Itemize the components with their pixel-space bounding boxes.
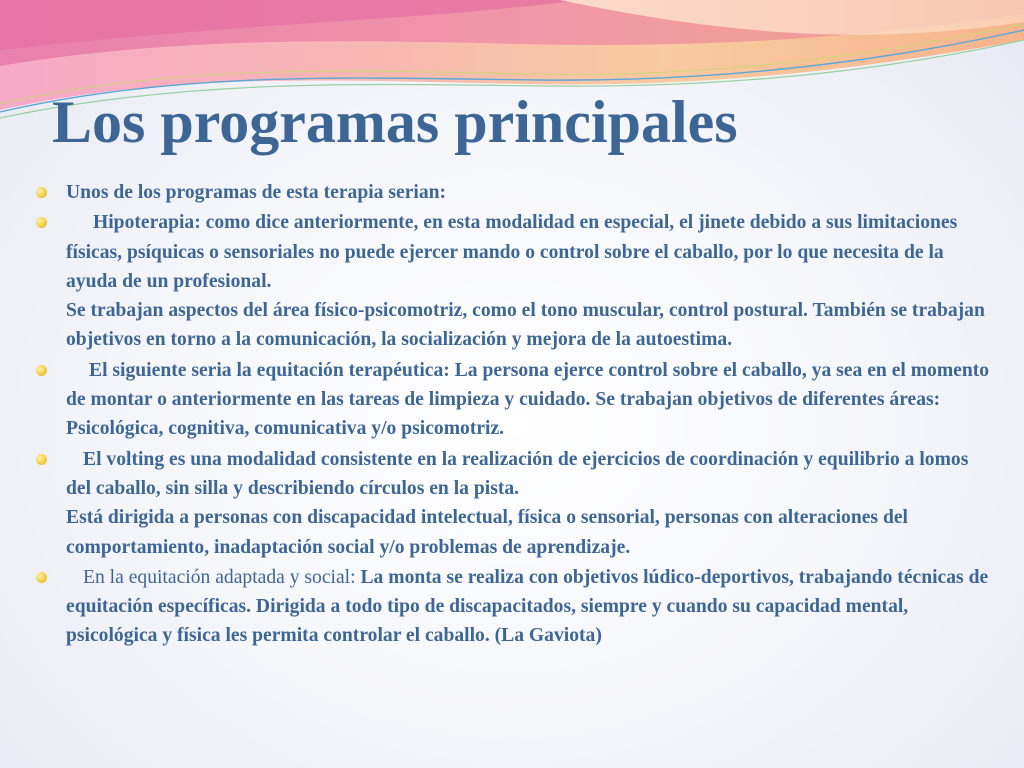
- bullet-text-continued: Está dirigida a personas con discapacidad intelectual, física o sensorial, personas con alteraciones del comportamiento, inadaptación social y/o problemas de aprendizaje.: [66, 507, 908, 558]
- bullet-text: El siguiente seria la equitación terapéutica: La persona ejerce control sobre el caballo, ya sea en el momento de montar o anteriormente en las tareas de limpieza y cuidado. Se trabajan objetivos de diferentes áreas: Psicológica, cognitiva, comunicativa y/o psicomotriz.: [66, 359, 990, 440]
- bullet-icon: [36, 187, 47, 198]
- bullet-text-continued: Se trabajan aspectos del área físico-psicomotriz, como el tono muscular, control postural. También se trabajan objetivos en torno a la comunicación, la socialización y mejora de la autoestima.: [66, 300, 985, 351]
- bullet-text: El volting es una modalidad consistente en la realización de ejercicios de coordinación y equilibrio a lomos del caballo, sin silla y describiendo círculos en la pista.: [66, 448, 969, 499]
- bullet-item-equitacion-adaptada: [36, 563, 994, 651]
- bullet-item-hipoterapia: [36, 208, 994, 354]
- bullet-text: Hipoterapia: como dice anteriormente, en esta modalidad en especial, el jinete debido a sus limitaciones físicas, psíquicas o sensoriales no puede ejercer mando o control sobre el caballo, por lo que necesita de la ayuda de un profesional.: [66, 212, 958, 292]
- bullet-icon: [36, 365, 47, 376]
- bullet-text: Unos de los programas de esta terapia serian:: [66, 182, 447, 203]
- bullet-icon: [36, 454, 47, 465]
- slide-title: Los programas principales: [52, 89, 738, 155]
- bullet-list: [36, 178, 994, 652]
- bullet-icon: [36, 217, 47, 228]
- bullet-icon: [36, 572, 47, 583]
- bullet-text: En la equitación adaptada y social: La monta se realiza con objetivos lúdico-deportivos, trabajando técnicas de equitación específicas. Dirigida a todo tipo de discapacitados, siempre y cuando su capacidad mental, psicológica y física les permita controlar el caballo. (La Gaviota): [66, 566, 989, 647]
- bullet-item-volting: [36, 445, 994, 562]
- bullet-item-equitacion-terapeutica: [36, 356, 994, 444]
- bullet-item-intro: [36, 178, 994, 207]
- bullet-lead: En la equitación adaptada y social:: [83, 566, 361, 588]
